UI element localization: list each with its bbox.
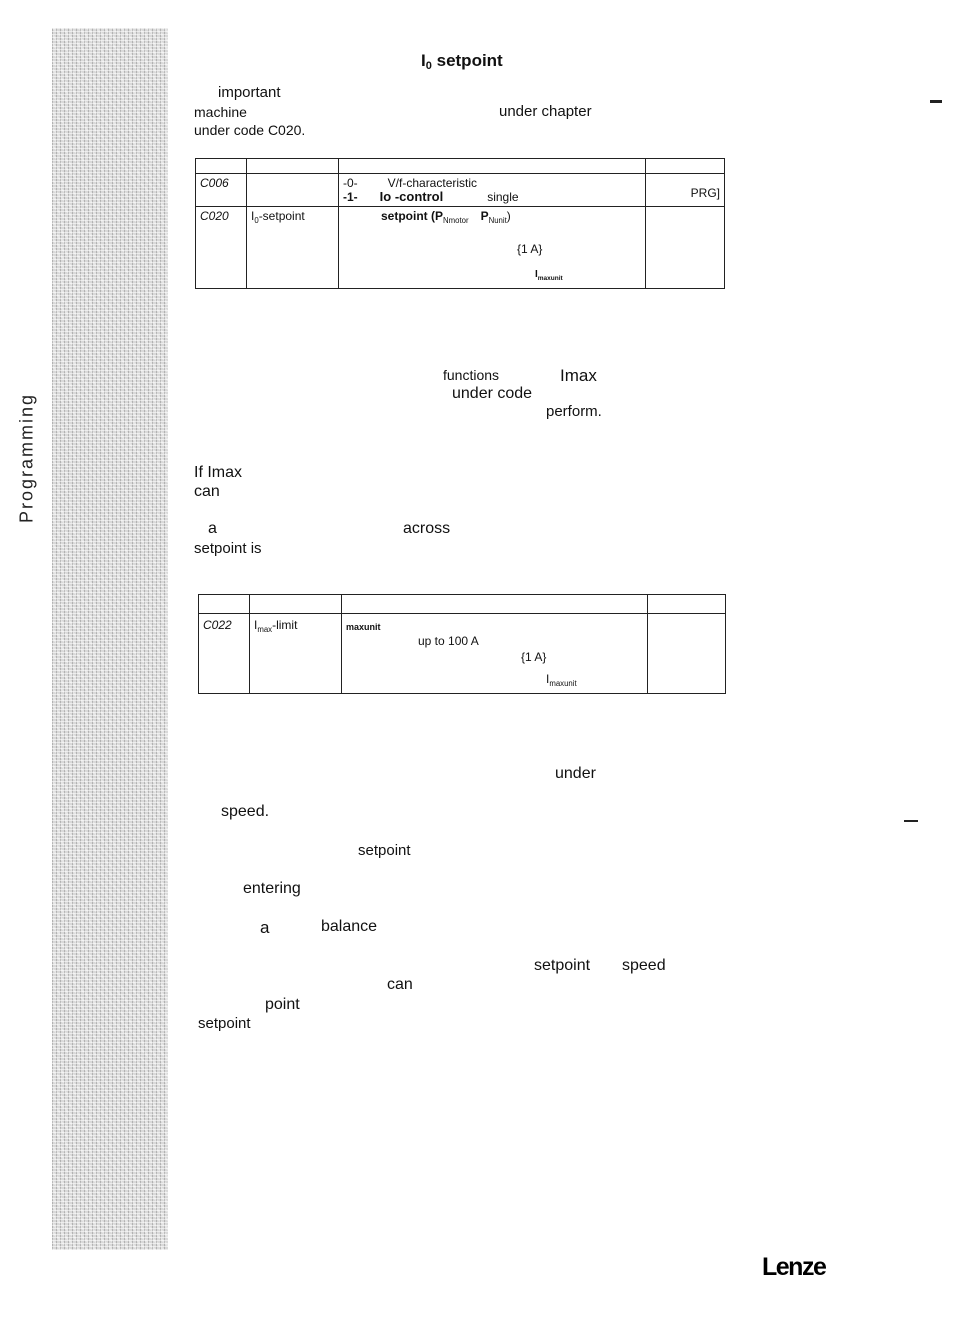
section-label: Programming <box>16 392 37 524</box>
text-point: point <box>265 996 300 1013</box>
option-label: Io -control <box>379 189 444 204</box>
option-number: -1- <box>343 190 358 204</box>
margin-mark-bottom <box>904 820 918 822</box>
text-setpoint-2: setpoint <box>534 957 591 974</box>
step-value: {1 A} <box>517 242 543 256</box>
text-under: under <box>555 765 596 782</box>
name-cell: $I_0$-setpoint <box>247 207 339 289</box>
text-balance: balance <box>321 918 378 935</box>
text-perform: perform. <box>546 403 602 420</box>
code-table-c006-c020 <box>195 158 725 289</box>
side-texture-strip <box>52 28 168 1250</box>
access-cell <box>648 614 726 694</box>
intro-word-machine: machine <box>194 104 247 120</box>
text-setpoint-is: setpoint is <box>194 540 262 557</box>
name-cell <box>247 174 339 207</box>
table-row <box>196 174 725 207</box>
text-setpoint-3: setpoint <box>198 1015 251 1032</box>
text-imax: Imax <box>560 366 597 385</box>
text-under-code: under code <box>452 385 533 402</box>
text-can-lower: can <box>387 976 413 993</box>
code-table-c022 <box>198 594 726 694</box>
access-label: PRG] <box>690 186 720 200</box>
max-unit-label: maxunit <box>346 622 381 632</box>
text-can: can <box>194 483 220 500</box>
step-value: {1 A} <box>521 650 547 664</box>
intro-under-code-c020: under code C020. <box>194 122 306 138</box>
text-speed-2: speed <box>622 957 666 974</box>
range-value: up to 100 A <box>418 634 479 648</box>
page-heading: $I_0$ setpoint <box>421 51 503 72</box>
code-cell: C020 <box>196 207 247 289</box>
option-label: V/f-characteristic <box>387 176 478 190</box>
intro-word-important: important <box>218 84 281 101</box>
code-cell: C006 <box>196 174 247 207</box>
limit-value: $I_{maxunit}$ <box>535 269 563 282</box>
table-header-row <box>196 159 725 174</box>
name-cell: $I_{max}$-limit <box>250 614 342 694</box>
table-row <box>199 614 726 694</box>
text-functions: functions <box>443 367 500 383</box>
option-extra: single <box>487 190 519 204</box>
text-a: a <box>208 520 217 537</box>
description-cell <box>342 614 648 694</box>
text-across: across <box>403 520 451 537</box>
limit-value: $I_{maxunit}$ <box>546 672 577 688</box>
access-cell <box>646 174 725 207</box>
description-cell: setpoint ($P_{Nmotor}$ $P_{Nunit}$) {1 A} $I_{maxunit}$ <box>339 207 646 289</box>
option-number: -0- <box>343 176 358 190</box>
table-row <box>196 207 725 289</box>
text-entering: entering <box>243 880 301 897</box>
access-cell <box>646 207 725 289</box>
text-speed: speed. <box>221 803 270 820</box>
lenze-logo: Lenze <box>762 1253 826 1281</box>
text-if-imax: If Imax <box>194 464 243 481</box>
text-setpoint-1: setpoint <box>358 842 411 859</box>
intro-word-under-chapter: under chapter <box>499 103 592 120</box>
description-cell <box>339 174 646 207</box>
margin-mark-top <box>930 100 942 103</box>
text-a-lower: a <box>260 918 270 937</box>
code-cell: C022 <box>199 614 250 694</box>
table-header-row <box>199 595 726 614</box>
